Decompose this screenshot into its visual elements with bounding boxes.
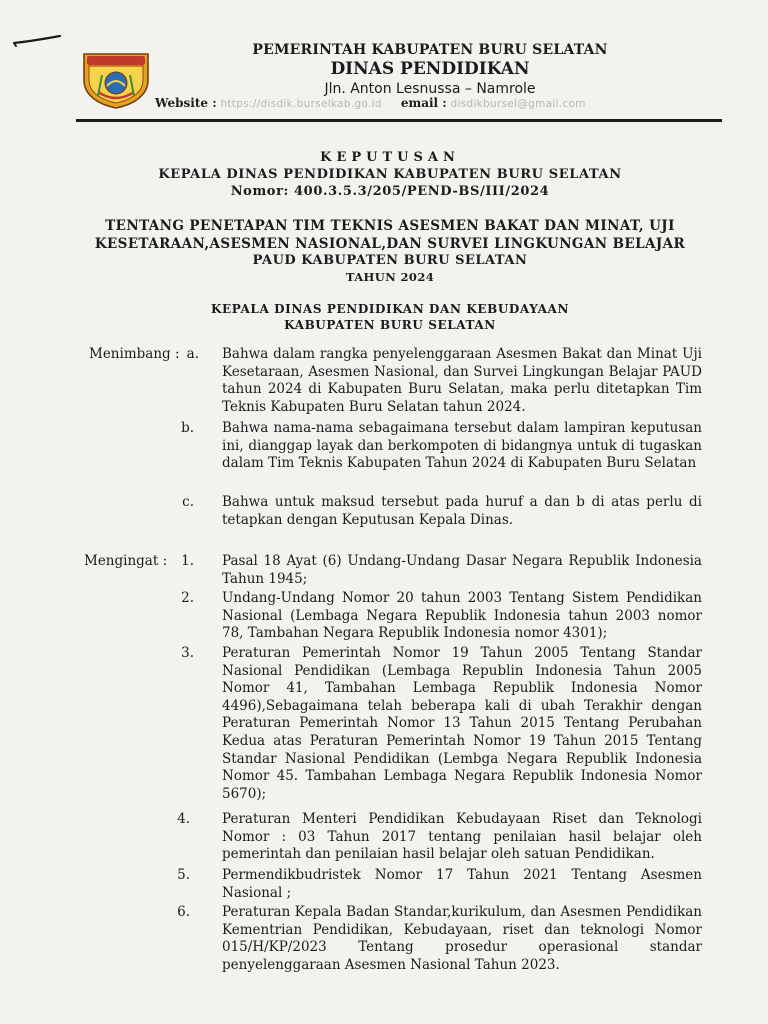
list-item-marker: 1. (181, 553, 194, 569)
decree-title-line: KESETARAAN,ASESMEN NASIONAL,DAN SURVEI LINGKUNGAN BELAJAR (94, 236, 686, 252)
mengingat-item-text: Peraturan Pemerintah Nomor 19 Tahun 2005 Tentang Standar Nasional Pendidikan (Lembaga Republin Indonesia Tahun 2005 Nomor 41, Tambahan Lembaga Republik Indonesia Nomor 4496),Sebagaimana telah beberapa kali di ubah Terakhir dengan Peraturan Pemerintah Nomor 13 Tahun 2015 Tentang Perubahan Kedua atas Peraturan Pemerintah Nomor 19 Tahun 2015 Tentang Standar Nasional Pendidikan (Lembga Negara Republik Indonesia Nomor 45. Tambahan Lembaga Negara Republik Indonesia Nomor 5670); (222, 645, 702, 802)
list-item-marker: 4. (177, 811, 190, 827)
mengingat-item-text: Pasal 18 Ayat (6) Undang-Undang Dasar Negara Republik Indonesia Tahun 1945; (222, 553, 702, 587)
decree-issuer: KEPALA DINAS PENDIDIKAN KABUPATEN BURU SELATAN (158, 167, 622, 182)
letterhead-contact (155, 96, 586, 110)
mengingat-item-text: Permendikbudristek Nomor 17 Tahun 2021 Tentang Asesmen Nasional ; (222, 867, 702, 901)
list-item-marker: 6. (177, 904, 190, 920)
list-item-marker: b. (181, 420, 194, 436)
letterhead-government: PEMERINTAH KABUPATEN BURU SELATAN (252, 42, 608, 58)
menimbang-label: Menimbang : (89, 346, 180, 362)
official-title-line: KABUPATEN BURU SELATAN (284, 318, 496, 332)
menimbang-item-text: Bahwa dalam rangka penyelenggaraan Asesmen Bakat dan Minat Uji Kesetaraan, Asesmen Nasional, dan Survei Lingkungan Belajar PAUD tahun 2024 di Kabupaten Buru Selatan, maka perlu ditetapkan Tim Teknis Kabupaten Buru Selatan tahun 2024. (222, 346, 702, 415)
mengingat-label: Mengingat : (84, 553, 168, 569)
menimbang-item-text: Bahwa nama-nama sebagaimana tersebut dalam lampiran keputusan ini, dianggap layak dan berkompoten di bidangnya untuk di tugaskan dalam Tim Teknis Kabupaten Tahun 2024 di Kabupaten Buru Selatan (222, 420, 702, 472)
decree-title-line: PAUD KABUPATEN BURU SELATAN (252, 253, 528, 268)
decree-heading: KEPUTUSAN (320, 150, 460, 165)
list-item-marker: 5. (177, 867, 190, 883)
website-label: Website : (155, 96, 217, 110)
list-item-marker: a. (186, 346, 199, 362)
letterhead-divider (76, 119, 722, 122)
website-value: https://disdik.burselkab.go.id (220, 98, 382, 110)
decree-title-year: TAHUN 2024 (345, 270, 435, 284)
email-label: email : (400, 96, 447, 110)
pen-mark-scribble (12, 32, 64, 48)
regency-emblem-logo (80, 50, 152, 110)
decree-number: Nomor: 400.3.5.3/205/PEND-BS/III/2024 (230, 184, 550, 199)
list-item-marker: 3. (181, 645, 194, 661)
official-title-line: KEPALA DINAS PENDIDIKAN DAN KEBUDAYAAN (210, 302, 570, 316)
mengingat-item-text: Undang-Undang Nomor 20 tahun 2003 Tentang Sistem Pendidikan Nasional (Lembaga Negara Republik Indonesia tahun 2003 nomor 78, Tambahan Negara Republik Indonesia nomor 4301); (222, 590, 702, 642)
list-item-marker: 2. (181, 590, 194, 606)
mengingat-item-text: Peraturan Menteri Pendidikan Kebudayaan Riset dan Teknologi Nomor : 03 Tahun 2017 tentang penilaian hasil belajar oleh pemerintah dan penilaian hasil belajar oleh satuan Pendidikan. (222, 811, 702, 863)
menimbang-item-text: Bahwa untuk maksud tersebut pada huruf a dan b di atas perlu di tetapkan dengan Keputusan Kepala Dinas. (222, 494, 702, 528)
list-item-marker: c. (182, 494, 194, 510)
email-value: disdikbursel@gmail.com (450, 98, 586, 110)
letterhead-agency: DINAS PENDIDIKAN (330, 59, 530, 79)
decree-title-line: TENTANG PENETAPAN TIM TEKNIS ASESMEN BAKAT DAN MINAT, UJI (105, 218, 675, 234)
mengingat-item-text: Peraturan Kepala Badan Standar,kurikulum, dan Asesmen Pendidikan Kementrian Pendidikan, Kebudayaan, riset dan teknologi Nomor 015/H/KP/2023 Tentang prosedur operasional standar penyelenggaraan Asesmen Nasional Tahun 2023. (222, 904, 702, 973)
letterhead-address: Jln. Anton Lesnussa – Namrole (324, 81, 536, 97)
